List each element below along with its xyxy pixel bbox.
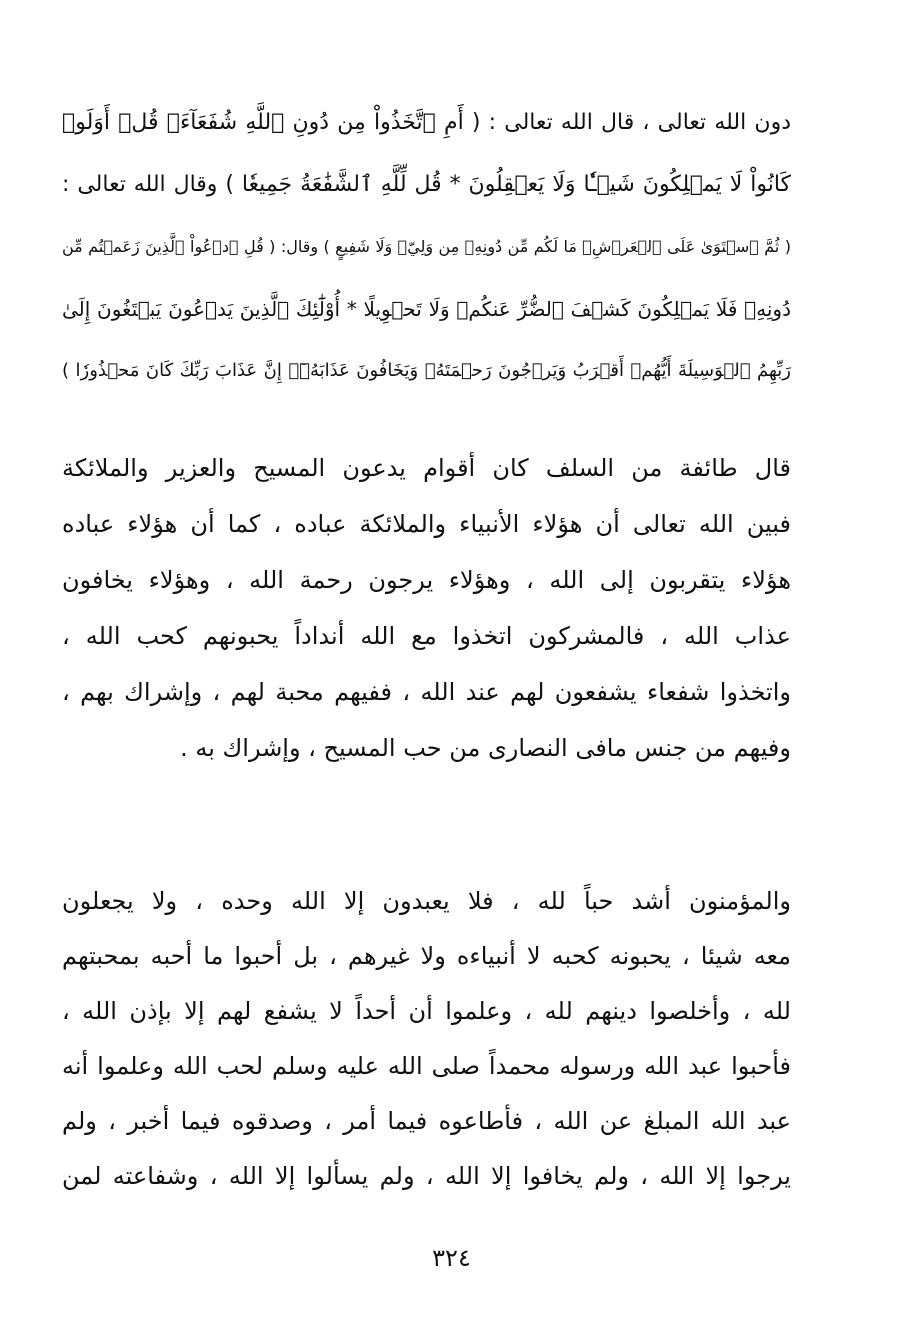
paragraph-line: قال طائفة من السلف كان أقوام يدعون المسيح والعزير والملائكة [62,454,791,482]
quran-line: دون الله تعالى ، قال الله تعالى : ( أَمِ ٱتَّخَذُواْ مِن دُونِ ٱللَّهِ شُفَعَآءَۚ قُلۡ أَوَلَوۡ [62,110,791,135]
page-number: ٣٢٤ [432,1244,471,1272]
quran-quotation-block [62,92,791,402]
paragraph-line: عذاب الله ، فالمشركون اتخذوا مع الله أنداداً يحبونهم كحب الله ، [62,622,791,650]
quran-line: كَانُواْ لَا يَمۡلِكُونَ شَيۡـٔٗا وَلَا يَعۡقِلُونَ * قُل لِّلَّهِ ٱلشَّفَٰعَةُ جَمِيعٗا ) وقال الله تعالى : [62,172,791,197]
paragraph-line: فبين الله تعالى أن هؤلاء الأنبياء والملائكة عباده ، كما أن هؤلاء عباده [62,510,791,538]
paragraph-line: واتخذوا شفعاء يشفعون لهم عند الله ، ففيهم محبة لهم ، وإشراك بهم ، [62,678,791,706]
quran-line: رَبِّهِمُ ٱلۡوَسِيلَةَ أَيُّهُمۡ أَقۡرَبُ وَيَرۡجُونَ رَحۡمَتَهُۥ وَيَخَافُونَ عَذَابَهُۥٓۚ إِنَّ عَذَابَ رَبِّكَ كَانَ مَحۡذُورٗا ) [62,360,791,381]
paragraph-line: يرجوا إلا الله ، ولم يخافوا إلا الله ، ولم يسألوا إلا الله ، وشفاعته لمن [62,1162,791,1190]
paragraph-line: وفيهم من جنس مافى النصارى من حب المسيح ، وإشراك به . [180,734,791,762]
paragraph-believers [62,874,791,1204]
paragraph-line: والمؤمنون أشد حباً لله ، فلا يعبدون إلا الله وحده ، ولا يجعلون [62,887,791,915]
quran-line: دُونِهِۦ فَلَا يَمۡلِكُونَ كَشۡفَ ٱلضُّرِّ عَنكُمۡ وَلَا تَحۡوِيلًا * أُوْلَٰٓئِكَ ٱلَّذِينَ يَدۡعُونَ يَبۡتَغُونَ إِلَىٰ [62,297,791,321]
paragraph-salaf [62,440,791,776]
paragraph-line: هؤلاء يتقربون إلى الله ، وهؤلاء يرجون رحمة الله ، وهؤلاء يخافون [62,566,791,594]
paragraph-line: فأحبوا عبد الله ورسوله محمداً صلى الله عليه وسلم لحب الله وعلموا أنه [62,1052,791,1080]
paragraph-line: لله ، وأخلصوا دينهم لله ، وعلموا أن أحداً لا يشفع لهم إلا بإذن الله ، [62,997,791,1025]
quran-line: ( ثُمَّ ٱسۡتَوَىٰ عَلَى ٱلۡعَرۡشِۖ مَا لَكُم مِّن دُونِهِۦ مِن وَلِيّٖ وَلَا شَفِيعٍ ) وقال: ( قُلِ ٱدۡعُواْ ٱلَّذِينَ زَعَمۡتُم مِّن [62,237,791,256]
paragraph-line: معه شيئا ، يحبونه كحبه لا أنبياءه ولا غيرهم ، بل أحبوا ما أحبه بمحبتهم [62,942,791,970]
paragraph-line: عبد الله المبلغ عن الله ، فأطاعوه فيما أمر ، وصدقوه فيما أخبر ، ولم [62,1107,791,1135]
